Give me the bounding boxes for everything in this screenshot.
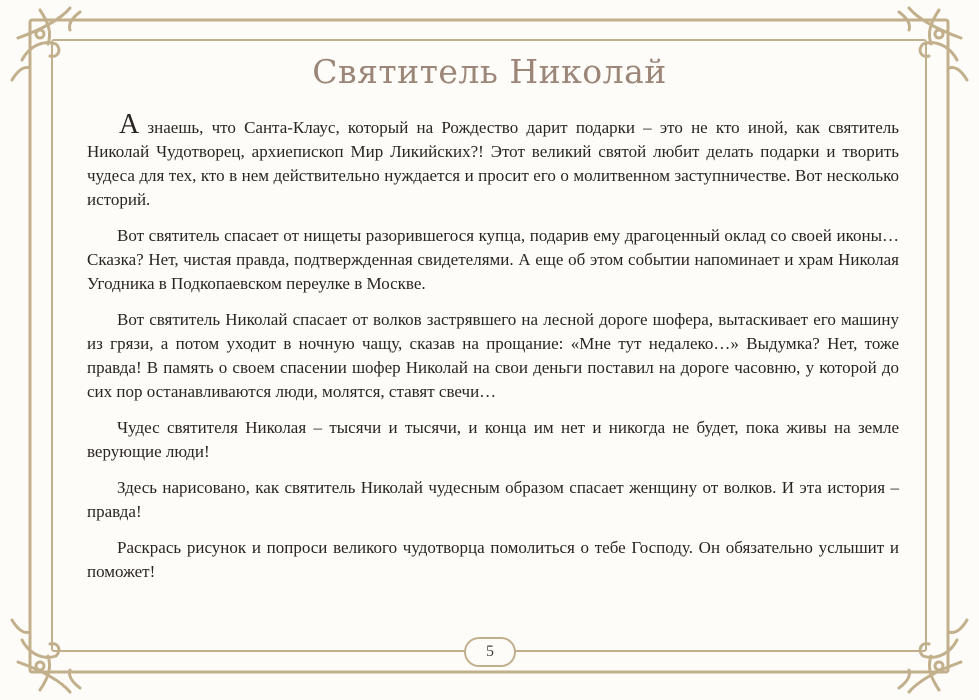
paragraph-1-text: знаешь, что Санта-Клаус, который на Рождество дарит подарки – это не кто иной, как святитель Николай Чудотворец, архиепископ Мир Ликийских?! Этот великий святой любит делать подарки и творить чудеса для тех, кто в нем действительно нуждается и просит его о молитвенном заступничестве. Вот несколько историй. bbox=[87, 118, 899, 209]
paragraph-4: Чудес святителя Николая – тысячи и тысячи, и конца им нет и никогда не будет, пока живы на земле верующие люди! bbox=[87, 418, 899, 461]
page-title: Святитель Николай bbox=[312, 52, 667, 91]
paragraph-2: Вот святитель спасает от нищеты разорившегося купца, подарив ему драгоценный оклад со своей иконы… Сказка? Нет, чистая правда, подтвержденная свидетелями. А еще об этом событии напоминает и храм Николая Угодника в Подкопаевском переулке в Москве. bbox=[87, 226, 899, 293]
corner-ornament-bottom-right bbox=[899, 620, 967, 692]
paragraph-3: Вот святитель Николай спасает от волков застрявшего на лесной дороге шофера, вытаскивает его машину из грязи, а потом уходит в ночную чащу, сказав на прощание: «Мне тут недалеко…» Выдумка? Нет, тоже правда! В память о своем спасении шофер Николай на свои деньги поставил на дороге часовню, у которой до сих пор останавливаются люди, молятся, ставят свечи… bbox=[87, 310, 899, 401]
corner-ornament-bottom-left bbox=[12, 620, 80, 692]
paragraph-1 bbox=[87, 109, 899, 212]
paragraph-6: Раскрась рисунок и попроси великого чудотворца помолиться о тебе Господу. Он обязательно услышит и поможет! bbox=[87, 538, 899, 581]
drop-cap: А bbox=[119, 109, 140, 140]
paragraph-5: Здесь нарисовано, как святитель Николай чудесным образом спасает женщину от волков. И эта история – правда! bbox=[87, 478, 899, 521]
page-number: 5 bbox=[486, 643, 494, 660]
body-text bbox=[87, 109, 899, 596]
